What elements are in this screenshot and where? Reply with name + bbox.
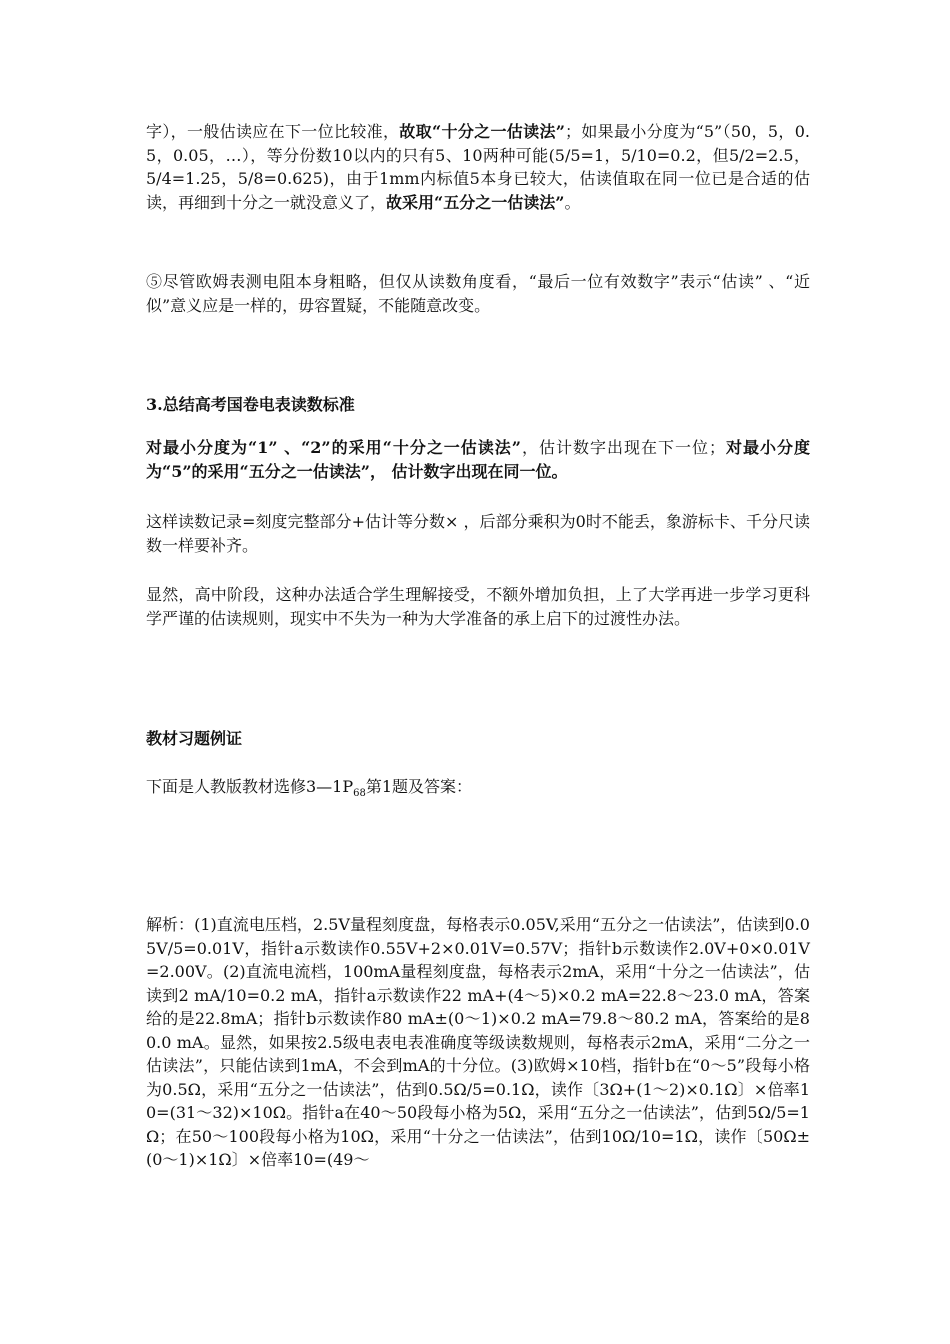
- paragraph-record-formula: 这样读数记录=刻度完整部分+估计等分数× ，后部分乘积为0时不能丢，象游标卡、千分尺读数一样要补齐。: [146, 512, 810, 555]
- paragraph-textbook-intro: [146, 775, 472, 799]
- page-subscript: 68: [353, 788, 366, 800]
- text-run: ；如果最小分度为“5”（50，5，0.5，0.05，…），等分份数10以内的只有5、10两种可能(5/5=1，5/10=0.2，但5/2=2.5，5/4=1.25，5/8=0.625)，由于1mm内标值5本身已较大，估读值取在同一位已是合适的估读，再细到十分之一就没意义了，: [146, 122, 810, 212]
- paragraph-ohmmeter-note: ⑤尽管欧姆表测电阻本身粗略，但仅从读数角度看，“最后一位有效数字”表示“估读” 、“近似”意义应是一样的，毋容置疑，不能随意改变。: [146, 272, 810, 315]
- bold-text-run: 故取“十分之一估读法”: [399, 122, 566, 141]
- text-run: 字），一般估读应在下一位比较准，: [146, 122, 400, 141]
- text-run: 第1题及答案：: [365, 777, 473, 796]
- section-heading-summary: 3.总结高考国卷电表读数标准: [146, 395, 355, 414]
- bold-text-run: 故采用“五分之一估读法”: [386, 192, 565, 212]
- text-run: ，估计数字出现在下一位；: [521, 438, 725, 457]
- paragraph-reading-standard: [146, 436, 810, 483]
- paragraph-solution-analysis: 解析：(1)直流电压档，2.5V量程刻度盘，每格表示0.05V,采用“五分之一估读法”，估读到0.05V/5=0.01V，指针a示数读作0.55V+2×0.01V=0.57V；指针b示数读作2.0V+0×0.01V=2.00V。(2)直流电流档，100mA量程刻度盘，每格表示2mA，采用“十分之一估读法”，估读到2 mA/10=0.2 mA，指针a示数读作22 mA+(4～5)×0.2 mA=22.8～23.0 mA，答案给的是22.8mA；指针b示数读作80 mA±(0～1)×0.2 mA=79.8～80.2 mA，答案给的是80.0 mA。显然，如果按2.5级电表电表准确度等级读数规则，每格表示2mA，采用“二分之一估读法”，只能估读到1mA，不会到mA的十分位。(3)欧姆×10档，指针b在“0～5”段每小格为0.5Ω，采用“五分之一估读法”，估到0.5Ω/5=0.1Ω，读作〔3Ω+(1～2)×0.1Ω〕×倍率10=(31～32)×10Ω。指针a在40～50段每小格为5Ω，采用“五分之一估读法”，估到5Ω/5=1Ω；在50～100段每小格为10Ω，采用“十分之一估读法”，估到10Ω/10=1Ω，读作〔50Ω±(0～1)×1Ω〕×倍率10=(49～: [146, 915, 810, 1169]
- text-run: 下面是人教版教材选修3—1P: [146, 777, 354, 796]
- paragraph-conclusion: 显然，高中阶段，这种办法适合学生理解接受，不额外增加负担，上了大学再进一步学习更科学严谨的估读规则，现实中不失为一种为大学准备的承上启下的过渡性办法。: [146, 585, 810, 628]
- text-run: 。: [564, 192, 581, 212]
- section-heading-textbook-example: 教材习题例证: [146, 729, 243, 748]
- bold-text-run: 对最小分度为“1” 、“2”的采用“十分之一估读法”: [146, 438, 522, 457]
- bold-text-run: 对最小分度为“5”的采用“五分之一估读法”， 估计数字出现在同一位。: [146, 438, 810, 481]
- paragraph-estimation-rule: [146, 120, 810, 214]
